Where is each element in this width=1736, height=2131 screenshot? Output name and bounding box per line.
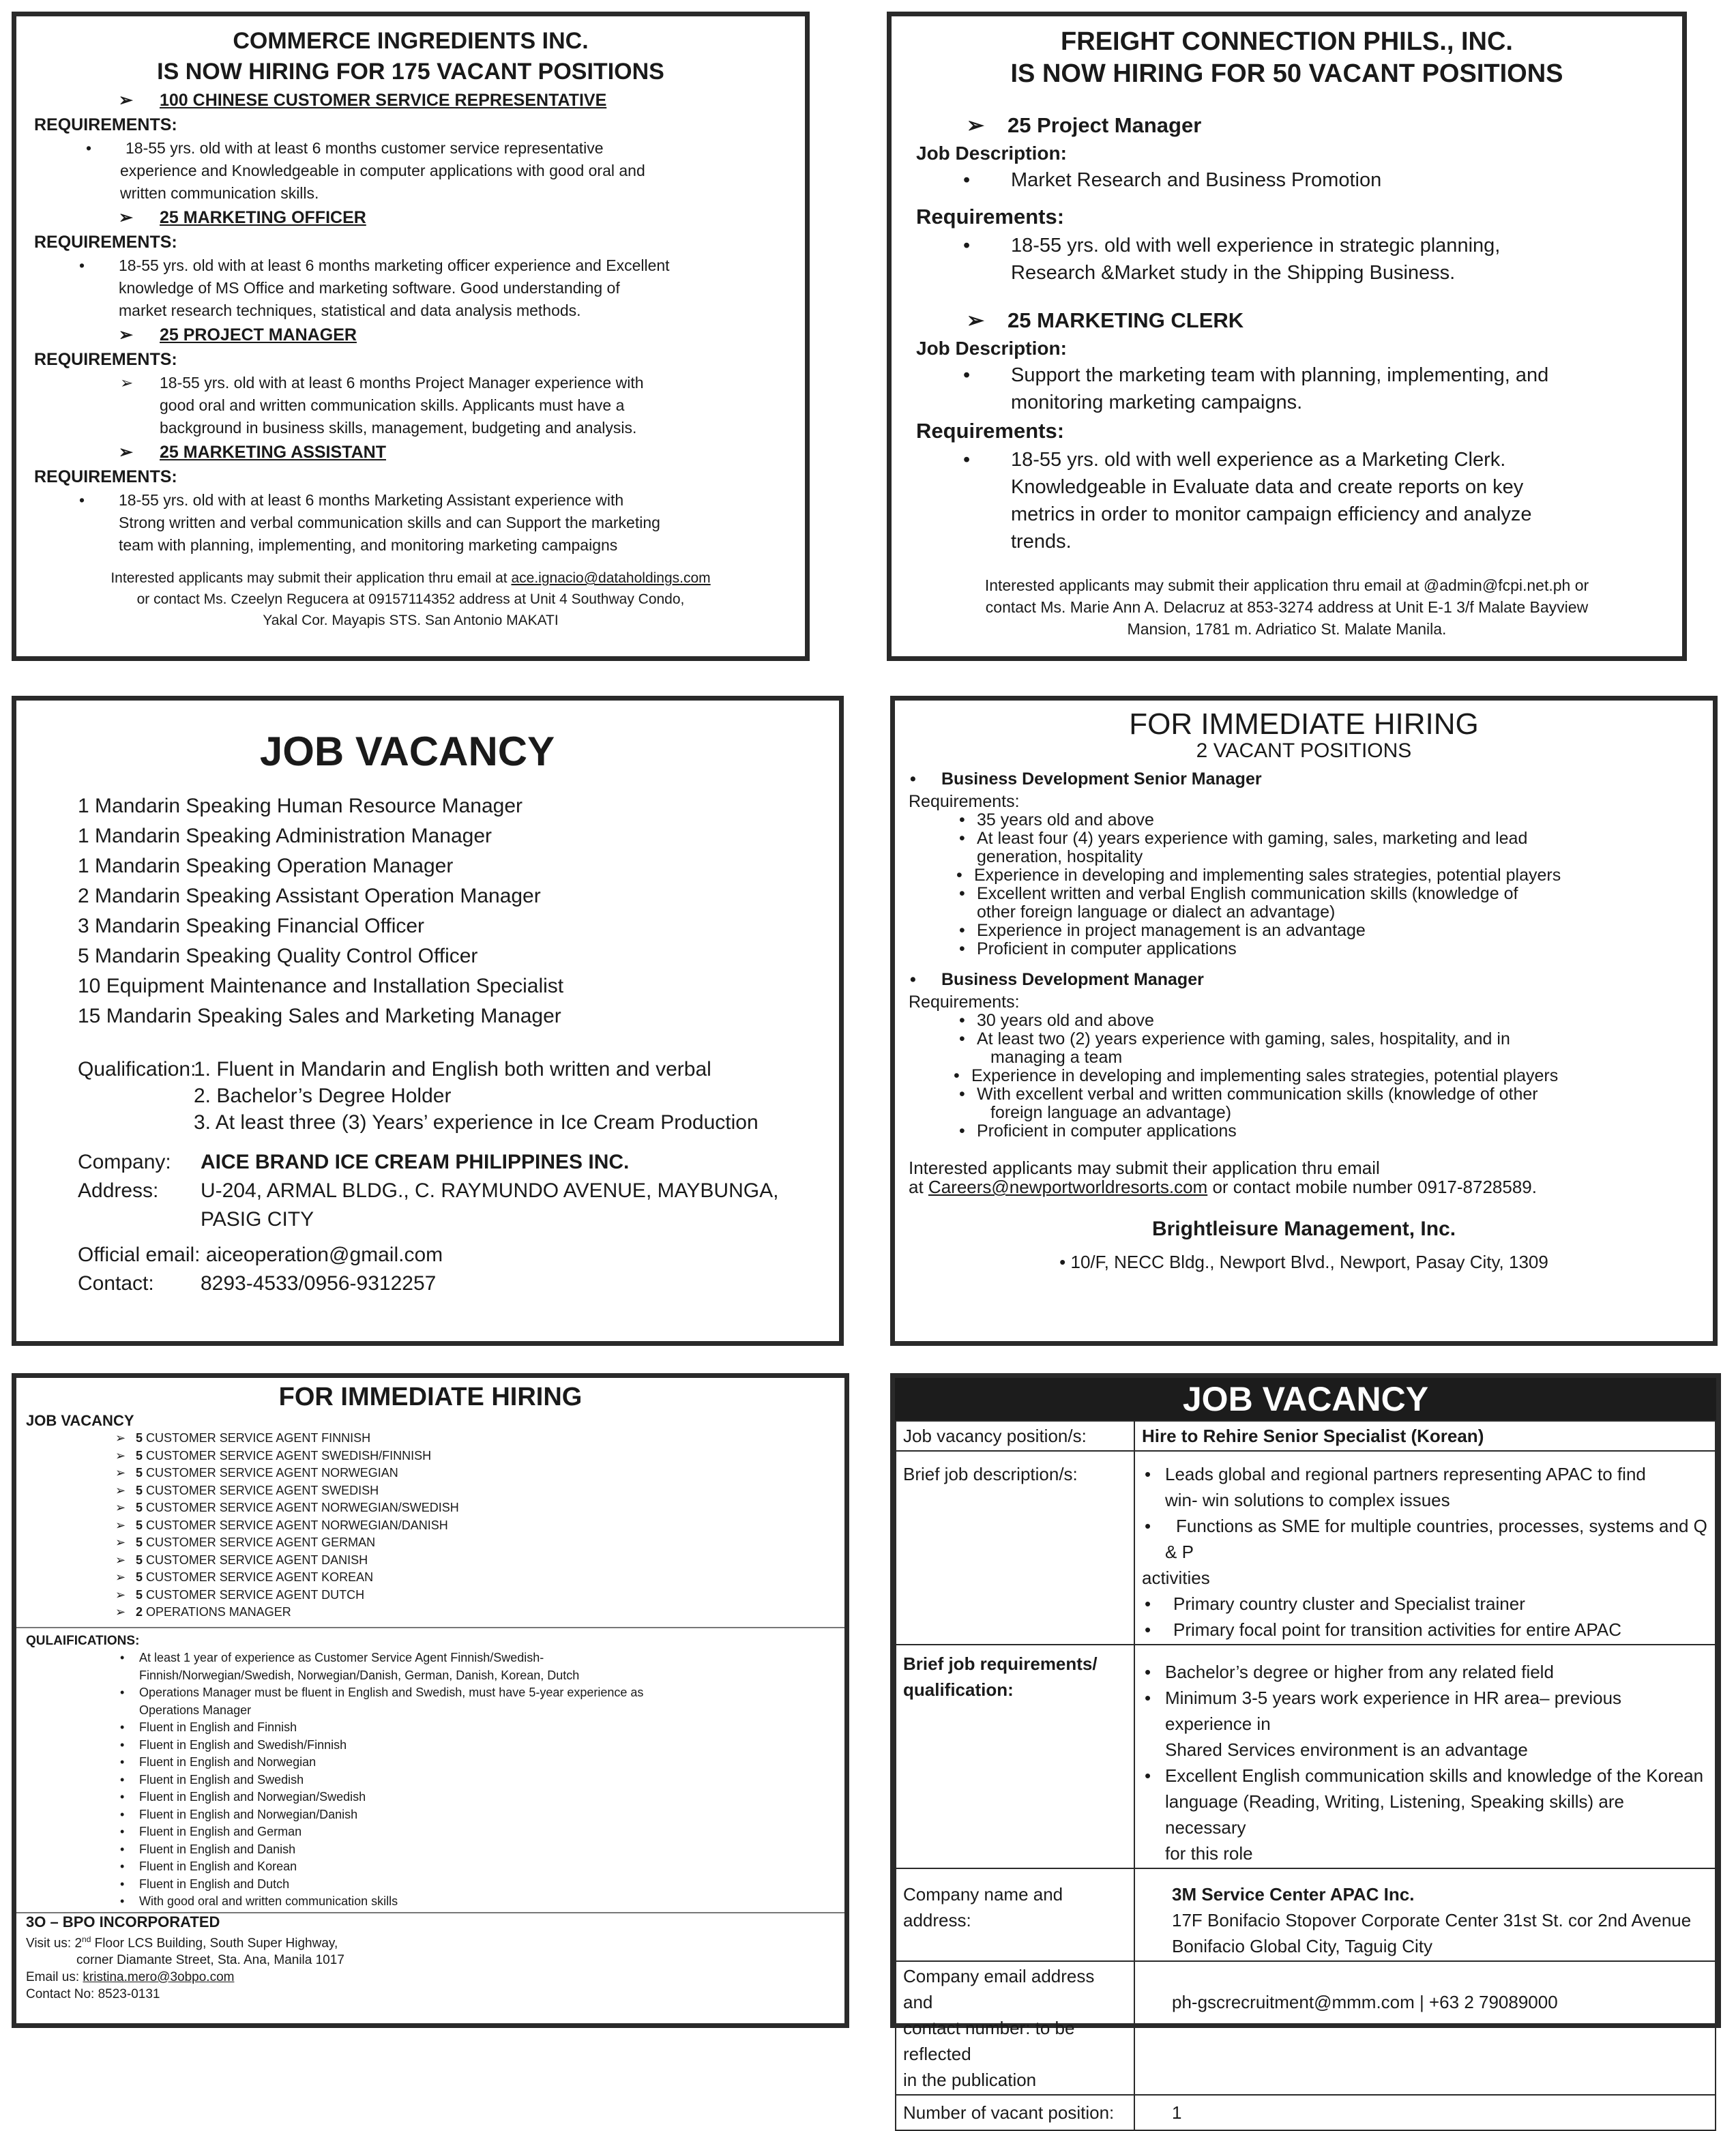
ad2-description: • Support the marketing team with planning, implementing, and monitoring marketing campaigns.: [963, 364, 1549, 413]
ad2-requirement: • 18-55 yrs. old with well experience in strategic planning, Research &Market study in the Shipping Business.: [963, 235, 1501, 284]
ad-freight-connection: FREIGHT CONNECTION PHILS., INC. IS NOW HIRING FOR 50 VACANT POSITIONS ➢ 25 Project Manager Job Description: • Market Research and Business Promotion Requirements: • 18-55 yrs. old with well experience in strategic planning, Research &Market study in the Shipping Business. ➢ 25 MARKETING CLERK Job Description: • Support the marketing team with planning, implementing, and monitoring marketing campaigns. Requirements: • 18-55 yrs. old with well experience as a Marketing Clerk. Knowledgeable in Evaluate data and create reports on key metrics in order to monitor campaign efficiency and analyze trends. Interested applicants may submit their application thru email at @admin@fcpi.net.ph or contact Ms. Marie Ann A. Delacruz at 853-3274 address at Unit E-1 3/f Malate Bayview Mansion, 1781 m. Adriatico St. Malate Manila.: [887, 12, 1687, 661]
ad3-position-list: [78, 791, 839, 1031]
list-item: ➢ 5 CUSTOMER SERVICE AGENT DANISH: [115, 1553, 368, 1567]
ad4-requirements: • 35 years old and above • At least four (4) years experience with gaming, sales, marketing and lead generation, hospitality • Experience in developing and implementing sales strategies, potential players • Excellent written and verbal English communication skills (knowledge of other foreign language or dialect an advantage) • Experience in project management is an advantage • Proficient in computer applications: [956, 810, 1561, 958]
list-item: 5 Mandarin Speaking Quality Control Officer: [78, 945, 478, 967]
ad1-requirement: • 18-55 yrs. old with at least 6 months customer service representative experience and Knowledgeable in computer applications with good oral and written communication skills.: [86, 139, 645, 202]
list-item: ➢ 5 CUSTOMER SERVICE AGENT NORWEGIAN: [115, 1466, 398, 1480]
ad6-table: [895, 1420, 1716, 2131]
ad5-email-link[interactable]: kristina.mero@3obpo.com: [83, 1969, 235, 1984]
ad5-position-list: [16, 1430, 844, 1621]
table-row: Company name and address: 3M Service Center APAC Inc. 17F Bonifacio Stopover Corporate Center 31st St. cor 2nd Avenue Bonifacio Global City, Taguig City: [896, 1868, 1716, 1961]
list-item: 3 Mandarin Speaking Financial Officer: [78, 915, 425, 937]
table-row: Brief job description/s: • Leads global and regional partners representing APAC to find win- win solutions to complex issues • Functions as SME for multiple countries, processes, systems and Q & P activities • Primary country cluster and Specialist trainer • Primary focal point for transition activities for entire APAC: [896, 1451, 1716, 1645]
ad2-position: ➢ 25 MARKETING CLERK: [967, 308, 1244, 332]
table-row: Brief job requirements/ qualification: • Bachelor’s degree or higher from any related field • Minimum 3-5 years work experience in HR area– previous experience in Shared Services environment is an advantage • Excellent English communication skills and knowledge of the Korean language (Reading, Writing, Listening, Speaking skills) are necessary for this role: [896, 1645, 1716, 1868]
ad4-company: Brightleisure Management, Inc.: [1151, 1218, 1456, 1240]
ad1-email-link[interactable]: ace.ignacio@dataholdings.com: [511, 570, 711, 586]
ad4-position: • Business Development Senior Manager: [910, 769, 1262, 789]
ad2-title: FREIGHT CONNECTION PHILS., INC. IS NOW HIRING FOR 50 VACANT POSITIONS: [1010, 27, 1563, 88]
list-item: ➢ 5 CUSTOMER SERVICE AGENT NORWEGIAN/DANISH: [115, 1518, 448, 1532]
list-item: ➢ 5 CUSTOMER SERVICE AGENT NORWEGIAN/SWEDISH: [115, 1501, 459, 1514]
ad4-email-link[interactable]: Careers@newportworldresorts.com: [928, 1177, 1208, 1197]
list-item: 1 Mandarin Speaking Administration Manager: [78, 825, 492, 847]
ad5-footer: 3O – BPO INCORPORATED Visit us: 2nd Floor LCS Building, South Super Highway, corner Diamante Street, Sta. Ana, Manila 1017 Email us: kristina.mero@3obpo.com Contact No: 8523-0131: [16, 1912, 844, 2003]
list-item: ➢ 5 CUSTOMER SERVICE AGENT KOREAN: [115, 1570, 374, 1584]
ad-aice-ice-cream: [12, 696, 844, 1346]
ad2-requirement: • 18-55 yrs. old with well experience as a Marketing Clerk. Knowledgeable in Evaluate data and create reports on key metrics in order to monitor campaign efficiency and analyze trends.: [963, 449, 1532, 553]
list-item: 1 Mandarin Speaking Human Resource Manager: [78, 795, 523, 817]
list-item: 1 Mandarin Speaking Operation Manager: [78, 855, 454, 877]
ad2-position: ➢ 25 Project Manager: [967, 113, 1202, 137]
ad1-title: COMMERCE INGREDIENTS INC. IS NOW HIRING FOR 175 VACANT POSITIONS: [157, 28, 664, 85]
divider: [16, 1627, 844, 1628]
table-row: Number of vacant position: 1: [896, 2095, 1716, 2130]
ad5-title: FOR IMMEDIATE HIRING: [278, 1383, 583, 1411]
ad-commerce-ingredients: COMMERCE INGREDIENTS INC. IS NOW HIRING FOR 175 VACANT POSITIONS ➢ 100 CHINESE CUSTOMER SERVICE REPRESENTATIVE REQUIREMENTS: • 18-55 yrs. old with at least 6 months customer service representative experience and Knowledgeable in computer applications with good oral and written communication skills. ➢ 25 MARKETING OFFICER REQUIREMENTS: • 18-55 yrs. old with at least 6 months marketing officer experience and Excellent knowledge of MS Office and marketing software. Good understanding of market research techniques, statistical and data analysis methods. ➢ 25 PROJECT MANAGER REQUIREMENTS: ➢ 18-55 yrs. old with at least 6 months Project Manager experience with good oral and written communication skills. Applicants must have a background in business skills, management, budgeting and analysis. ➢ 25 MARKETING ASSISTANT REQUIREMENTS: • 18-55 yrs. old with at least 6 months Marketing Assistant experience with Strong written and verbal communication skills and can Support the marketing team with planning, implementing, and monitoring marketing campaigns Interested applicants may submit their application thru email at ace.ignacio@dataholdings.com or contact Ms. Czeelyn Regucera at 09157114352 address at Unit 4 Southway Condo, Yakal Cor. Mayapis STS. San Antonio MAKATI: [12, 12, 810, 661]
ad3-email[interactable]: aiceoperation@gmail.com: [205, 1244, 443, 1266]
ad1-requirement: ➢ 18-55 yrs. old with at least 6 months Project Manager experience with good oral and written communication skills. Applicants must have a background in business skills, management, budgeting and analysis.: [120, 374, 644, 437]
ad1-position: ➢ 25 PROJECT MANAGER: [119, 325, 357, 344]
ad4-contact: Interested applicants may submit their application thru email at Careers@newportworldresorts.com or contact mobile number 0917-8728589.: [909, 1158, 1537, 1197]
ad4-requirements: • 30 years old and above • At least two (2) years experience with gaming, sales, hospitality, and in managing a team • Experience in developing and implementing sales strategies, potential players • With excellent verbal and written communication skills (knowledge of other foreign language an advantage) • Proficient in computer applications: [954, 1011, 1559, 1141]
list-item: 2 Mandarin Speaking Assistant Operation Manager: [78, 885, 541, 907]
list-item: ➢ 2 OPERATIONS MANAGER: [115, 1605, 291, 1619]
ad2-contact: Interested applicants may submit their application thru email at @admin@fcpi.net.ph or contact Ms. Marie Ann A. Delacruz at 853-3274 address at Unit E-1 3/f Malate Bayview Mansion, 1781 m. Adriatico St. Malate Manila.: [984, 576, 1589, 638]
ad3-company: Company: AICE BRAND ICE CREAM PHILIPPINES INC. Address: U-204, ARMAL BLDG., C. RAYMUNDO AVENUE, MAYBUNGA, PASIG CITY: [78, 1151, 779, 1231]
ad4-subtitle: 2 VACANT POSITIONS: [1196, 739, 1412, 762]
ad6-title: JOB VACANCY: [895, 1378, 1716, 1420]
ad1-position: ➢ 25 MARKETING ASSISTANT: [119, 443, 386, 462]
table-row: Job vacancy position/s: Hire to Rehire Senior Specialist (Korean): [896, 1421, 1716, 1451]
list-item: 10 Equipment Maintenance and Installation Specialist: [78, 975, 564, 997]
ad4-position: • Business Development Manager: [910, 970, 1204, 989]
ad1-contact: Interested applicants may submit their application thru email at ace.ignacio@dataholdings.com or contact Ms. Czeelyn Regucera at 09157114352 address at Unit 4 Southway Condo, Yakal Cor. Mayapis STS. San Antonio MAKATI: [111, 570, 711, 628]
list-item: ➢ 5 CUSTOMER SERVICE AGENT SWEDISH/FINNISH: [115, 1448, 432, 1463]
list-item: ➢ 5 CUSTOMER SERVICE AGENT FINNISH: [115, 1431, 371, 1445]
ad4-address: • 10/F, NECC Bldg., Newport Blvd., Newport, Pasay City, 1309: [1059, 1252, 1548, 1272]
ad-3o-bpo: FOR IMMEDIATE HIRING JOB VACANCY ➢ 5 CUSTOMER SERVICE AGENT FINNISH ➢ 5 CUSTOMER SERVICE AGENT SWEDISH/FINNISH ➢ 5 CUSTOMER SERVICE AGENT NORWEGIAN ➢ 5 CUSTOMER SERVICE AGENT SWEDISH ➢ 5 CUSTOMER SERVICE AGENT NORWEGIAN/SWEDISH ➢ 5 CUSTOMER SERVICE AGENT NORWEGIAN/DANISH ➢ 5 CUSTOMER SERVICE AGENT GERMAN ➢ 5 CUSTOMER SERVICE AGENT DANISH ➢ 5 CUSTOMER SERVICE AGENT KOREAN ➢ 5 CUSTOMER SERVICE AGENT DUTCH ➢ 2 OPERATIONS MANAGER QULAIFICATIONS: • At least 1 year of experience as Customer Service Agent Finnish/Swedish- Finnish/Norwegian/Swedish, Norwegian/Danish, German, Danish, Korean, Dutch • Operations Manager must be fluent in English and Swedish, must have 5-year experience as Operations Manager • Fluent in English and Finnish • Fluent in English and Swedish/Finnish • Fluent in English and Norwegian • Fluent in English and Swedish • Fluent in English and Norwegian/Swedish • Fluent in English and Norwegian/Danish • Fluent in English and German • Fluent in English and Danish • Fluent in English and Korean • Fluent in English and Dutch • With good oral and written communication skills 3O – BPO INCORPORATED Visit us: 2nd Floor LCS Building, South Super Highway, corner Diamante Street, Sta. Ana, Manila 1017 Email us: kristina.mero@3obpo.com Contact No: 8523-0131: [12, 1373, 849, 2028]
ad2-description: • Market Research and Business Promotion: [963, 169, 1382, 191]
ad5-qualifications: • At least 1 year of experience as Customer Service Agent Finnish/Swedish- Finnish/Norwegian/Swedish, Norwegian/Danish, German, Danish, Korean, Dutch • Operations Manager must be fluent in English and Swedish, must have 5-year experience as Operations Manager • Fluent in English and Finnish • Fluent in English and Swedish/Finnish • Fluent in English and Norwegian • Fluent in English and Swedish • Fluent in English and Norwegian/Swedish • Fluent in English and Norwegian/Danish • Fluent in English and German • Fluent in English and Danish • Fluent in English and Korean • Fluent in English and Dutch • With good oral and written communication skills: [120, 1651, 644, 1908]
ad3-qualifications: Qualification:1. Fluent in Mandarin and English both written and verbal 2. Bachelor’s Degree Holder 3. At least three (3) Years’ experience in Ice Cream Production: [78, 1058, 759, 1134]
ad1-requirement: • 18-55 yrs. old with at least 6 months Marketing Assistant experience with Strong written and verbal communication skills and can Support the marketing team with planning, implementing, and monitoring marketing campaigns: [79, 491, 660, 554]
ad6-email[interactable]: ph-gscrecruitment@mmm.com | +63 2 79089000: [1134, 1961, 1716, 2095]
ad-brightleisure: FOR IMMEDIATE HIRING 2 VACANT POSITIONS • Business Development Senior Manager Requirements: • 35 years old and above • At least four (4) years experience with gaming, sales, marketing and lead generation, hospitality • Experience in developing and implementing sales strategies, potential players • Excellent written and verbal English communication skills (knowledge of other foreign language or dialect an advantage) • Experience in project management is an advantage • Proficient in computer applications • Business Development Manager Requirements: • 30 years old and above • At least two (2) years experience with gaming, sales, hospitality, and in managing a team • Experience in developing and implementing sales strategies, potential players • With excellent verbal and written communication skills (knowledge of other foreign language an advantage) • Proficient in computer applications Interested applicants may submit their application thru email at Careers@newportworldresorts.com or contact mobile number 0917-8728589. Brightleisure Management, Inc. • 10/F, NECC Bldg., Newport Blvd., Newport, Pasay City, 1309: [890, 696, 1718, 1346]
list-item: ➢ 5 CUSTOMER SERVICE AGENT DUTCH: [115, 1587, 365, 1602]
ad3-title: JOB VACANCY: [259, 729, 555, 774]
ad4-title: FOR IMMEDIATE HIRING: [1129, 707, 1479, 741]
ad3-contact: Official email: aiceoperation@gmail.com Contact: 8293-4533/0956-9312257: [78, 1244, 443, 1295]
ad1-requirement: • 18-55 yrs. old with at least 6 months marketing officer experience and Excellent knowledge of MS Office and marketing software. Good understanding of market research techniques, statistical and data analysis methods.: [79, 256, 670, 319]
list-item: 15 Mandarin Speaking Sales and Marketing Manager: [78, 1005, 561, 1027]
table-row: Company email address and contact number: to be reflected in the publication ph-gscrecruitment@mmm.com | +63 2 79089000: [896, 1961, 1716, 2095]
ad-3m-service-center: [890, 1373, 1721, 2123]
list-item: ➢ 5 CUSTOMER SERVICE AGENT SWEDISH: [115, 1483, 379, 1497]
ad1-position: ➢ 100 CHINESE CUSTOMER SERVICE REPRESENTATIVE: [119, 91, 607, 110]
list-item: ➢ 5 CUSTOMER SERVICE AGENT GERMAN: [115, 1535, 376, 1549]
ad1-position: ➢ 25 MARKETING OFFICER: [119, 208, 366, 227]
